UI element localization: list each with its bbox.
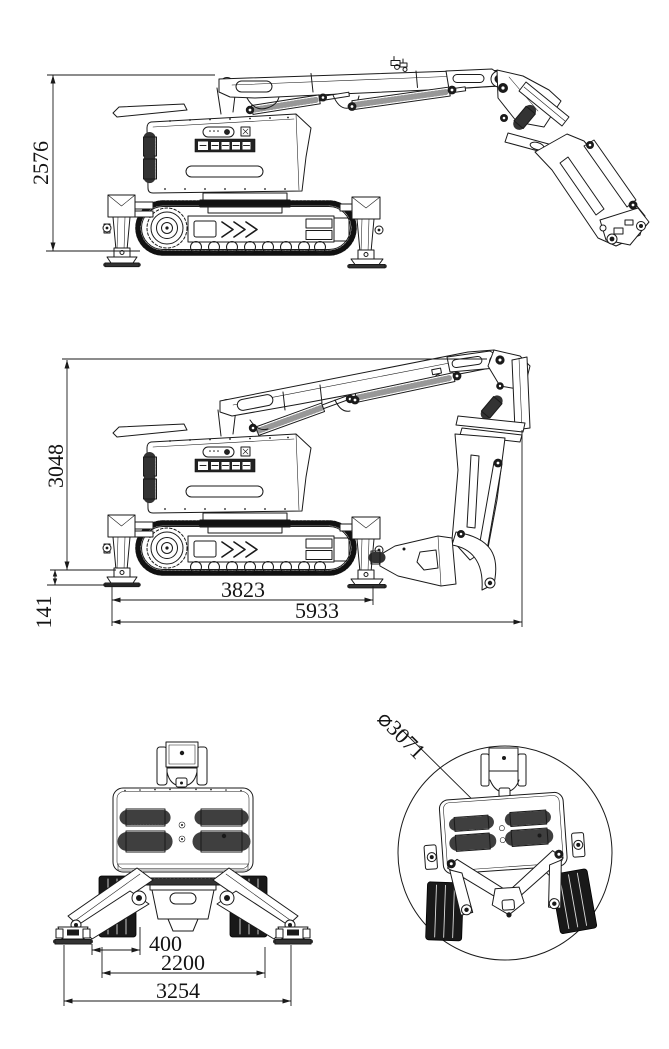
machine-side-base (103, 104, 385, 268)
dim-text-2200: 2200 (161, 950, 205, 975)
front-boom-head (157, 742, 207, 787)
dim-text-diameter: ⌀3071 (372, 705, 431, 764)
dim-text-3254: 3254 (156, 978, 200, 1003)
turning-circle-view (373, 706, 612, 960)
dim-text-3048: 3048 (43, 444, 68, 488)
dim-text-2576: 2576 (28, 141, 53, 185)
front-view-machine (55, 742, 311, 944)
dim-text-400: 400 (149, 931, 182, 956)
dim-text-5933: 5933 (295, 598, 339, 623)
front-outrigger (103, 195, 153, 267)
dim-text-3823: 3823 (221, 577, 265, 602)
machine-side-base-working (103, 424, 385, 588)
breaker-hammer (371, 536, 456, 586)
brand-plate (195, 139, 255, 152)
dim-group-front-view (64, 927, 291, 1006)
dim-text-141: 141 (31, 595, 56, 629)
rear-outrigger (340, 197, 385, 268)
turning-view-machine (413, 741, 598, 944)
